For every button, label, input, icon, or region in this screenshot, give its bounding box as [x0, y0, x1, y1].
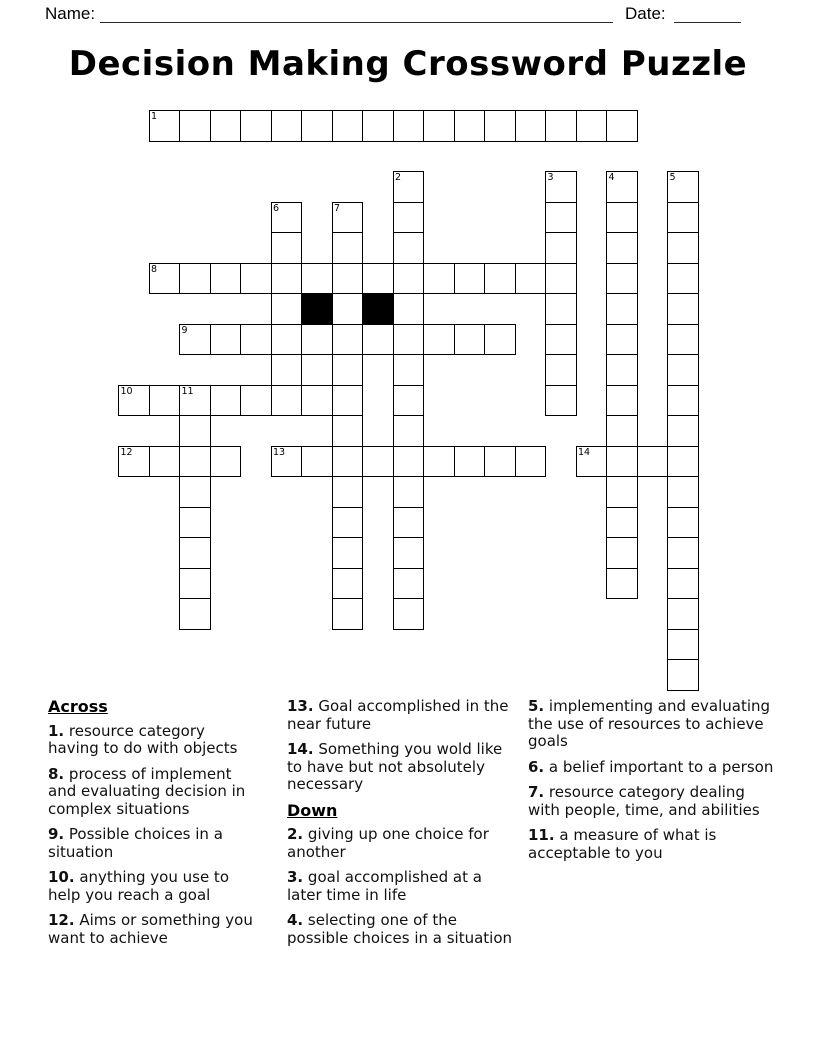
grid-cell[interactable]	[240, 324, 272, 356]
grid-cell[interactable]	[179, 598, 211, 630]
grid-cell[interactable]	[332, 537, 364, 569]
grid-cell[interactable]	[667, 354, 699, 386]
clue-section-heading: Across	[48, 697, 108, 716]
grid-cell[interactable]	[637, 446, 669, 478]
grid-cell[interactable]	[179, 385, 211, 417]
grid-cell[interactable]	[393, 476, 425, 508]
grid-cell[interactable]	[667, 293, 699, 325]
grid-cell[interactable]	[484, 110, 516, 142]
grid-cell[interactable]	[606, 171, 638, 203]
grid-cell[interactable]	[606, 537, 638, 569]
grid-cell[interactable]	[332, 476, 364, 508]
grid-cell[interactable]	[423, 324, 455, 356]
grid-cell[interactable]	[332, 598, 364, 630]
grid-cell[interactable]	[606, 202, 638, 234]
clue-number: 7.	[528, 783, 545, 801]
grid-cell[interactable]	[271, 324, 303, 356]
clue-text: process of implement and evaluating decision in complex situations	[48, 764, 246, 818]
clue-section-heading: Down	[287, 800, 338, 820]
grid-cell[interactable]	[606, 476, 638, 508]
grid-cell[interactable]	[332, 263, 364, 295]
clue-number: 11.	[528, 826, 555, 844]
grid-cell[interactable]	[515, 446, 547, 478]
clue-number: 9.	[48, 825, 65, 843]
cell-number: 13	[273, 446, 286, 458]
grid-cell[interactable]	[484, 446, 516, 478]
clue-number: 6.	[528, 757, 545, 776]
grid-cell[interactable]	[606, 385, 638, 417]
clue-number: 8.	[48, 764, 65, 783]
clue-text: Goal accomplished in the near future	[287, 697, 509, 733]
grid-cell[interactable]	[149, 385, 181, 417]
grid-cell[interactable]	[332, 415, 364, 447]
grid-cell[interactable]	[667, 415, 699, 447]
grid-cell[interactable]	[393, 415, 425, 447]
clue-item	[48, 869, 260, 904]
grid-cell[interactable]	[393, 354, 425, 386]
clue-item	[48, 766, 260, 819]
grid-cell[interactable]	[149, 263, 181, 295]
clue-item	[48, 912, 260, 947]
clue-number: 4.	[287, 911, 304, 929]
grid-cell[interactable]	[332, 354, 364, 386]
grid-cell[interactable]	[393, 568, 425, 600]
clue-item	[287, 741, 515, 794]
cell-number: 4	[608, 172, 615, 183]
grid-cell[interactable]	[179, 507, 211, 539]
grid-cell[interactable]	[179, 110, 211, 142]
grid-cell[interactable]	[515, 263, 547, 295]
grid-cell[interactable]	[606, 415, 638, 447]
grid-cell[interactable]	[667, 568, 699, 600]
grid-cell[interactable]	[179, 476, 211, 508]
clue-number: 3.	[287, 868, 304, 886]
clue-number: 13.	[287, 697, 314, 715]
grid-cell[interactable]	[301, 110, 333, 142]
grid-cell[interactable]	[118, 385, 150, 417]
black-cell	[301, 293, 333, 325]
grid-cell[interactable]	[667, 537, 699, 569]
grid-cell[interactable]	[667, 324, 699, 356]
grid-cell[interactable]	[179, 263, 211, 295]
grid-cell[interactable]	[271, 263, 303, 295]
grid-cell[interactable]	[332, 293, 364, 325]
page-title: Decision Making Crossword Puzzle	[68, 44, 748, 84]
grid-cell[interactable]	[179, 446, 211, 478]
grid-cell[interactable]	[667, 446, 699, 478]
grid-cell[interactable]	[423, 446, 455, 478]
grid-cell[interactable]	[301, 446, 333, 478]
cell-number: 2	[395, 172, 402, 183]
grid-cell[interactable]	[393, 293, 425, 325]
grid-cell[interactable]	[271, 293, 303, 325]
grid-cell[interactable]	[362, 263, 394, 295]
clue-text: implementing and evaluating the use of resources to achieve goals	[528, 697, 771, 750]
grid-cell[interactable]	[606, 293, 638, 325]
clue-text: Something you wold like to have but not absolutely necessary	[287, 740, 503, 793]
grid-cell[interactable]	[210, 446, 242, 478]
clue-text: goal accomplished at a later time in life	[287, 868, 482, 904]
grid-cell[interactable]	[210, 385, 242, 417]
clue-text: resource category dealing with people, time, and abilities	[528, 783, 760, 819]
grid-cell[interactable]	[667, 385, 699, 417]
black-cell	[362, 293, 394, 325]
grid-cell[interactable]	[454, 446, 486, 478]
clue-number: 1.	[48, 721, 65, 740]
grid-cell[interactable]	[667, 202, 699, 234]
grid-cell[interactable]	[332, 507, 364, 539]
grid-cell[interactable]	[332, 385, 364, 417]
cell-number: 7	[334, 202, 341, 214]
clue-text: selecting one of the possible choices in a situation	[287, 911, 513, 947]
clue-number: 12.	[48, 911, 75, 929]
clue-text: a measure of what is acceptable to you	[528, 826, 717, 862]
grid-cell[interactable]	[576, 110, 608, 142]
grid-cell[interactable]	[667, 507, 699, 539]
grid-cell[interactable]	[545, 354, 577, 386]
grid-cell[interactable]	[301, 385, 333, 417]
grid-cell[interactable]	[149, 446, 181, 478]
grid-cell[interactable]	[667, 171, 699, 203]
grid-cell[interactable]	[393, 263, 425, 295]
grid-cell[interactable]	[118, 446, 150, 478]
grid-cell[interactable]	[667, 598, 699, 630]
grid-cell[interactable]	[606, 446, 638, 478]
grid-cell[interactable]	[454, 324, 486, 356]
grid-cell[interactable]	[545, 171, 577, 203]
grid-cell[interactable]	[393, 598, 425, 630]
grid-cell[interactable]	[393, 232, 425, 264]
grid-cell[interactable]	[301, 324, 333, 356]
grid-cell[interactable]	[179, 568, 211, 600]
grid-cell[interactable]	[484, 324, 516, 356]
grid-cell[interactable]	[332, 446, 364, 478]
grid-cell[interactable]	[393, 171, 425, 203]
grid-cell[interactable]	[332, 568, 364, 600]
clue-item	[287, 869, 515, 904]
grid-cell[interactable]	[576, 446, 608, 478]
grid-cell[interactable]	[545, 202, 577, 234]
grid-cell[interactable]	[393, 507, 425, 539]
grid-cell[interactable]	[271, 110, 303, 142]
grid-cell[interactable]	[210, 263, 242, 295]
grid-cell[interactable]	[667, 629, 699, 661]
grid-cell[interactable]	[454, 110, 486, 142]
grid-cell[interactable]	[423, 110, 455, 142]
clue-item	[528, 698, 780, 751]
grid-cell[interactable]	[423, 263, 455, 295]
grid-cell[interactable]	[545, 263, 577, 295]
cell-number: 6	[273, 202, 280, 214]
cell-number: 12	[120, 446, 133, 458]
cell-number: 9	[181, 324, 188, 336]
cell-number: 1	[151, 111, 158, 122]
grid-cell[interactable]	[606, 263, 638, 295]
grid-cell[interactable]	[393, 385, 425, 417]
grid-cell[interactable]	[484, 263, 516, 295]
clue-text: giving up one choice for another	[287, 825, 489, 861]
grid-cell[interactable]	[667, 232, 699, 264]
grid-cell[interactable]	[362, 324, 394, 356]
grid-cell[interactable]	[271, 232, 303, 264]
clue-text: a belief important to a person	[548, 757, 774, 776]
grid-cell[interactable]	[271, 385, 303, 417]
cell-number: 3	[547, 172, 554, 183]
grid-cell[interactable]	[362, 110, 394, 142]
grid-cell[interactable]	[332, 324, 364, 356]
grid-cell[interactable]	[179, 415, 211, 447]
clue-number: 10.	[48, 868, 75, 886]
grid-cell[interactable]	[393, 202, 425, 234]
name-label: Name:	[45, 4, 96, 23]
grid-cell[interactable]	[179, 537, 211, 569]
grid-cell[interactable]	[210, 110, 242, 142]
grid-cell[interactable]	[301, 263, 333, 295]
cell-number: 10	[120, 385, 133, 397]
cell-number: 14	[578, 446, 591, 458]
clue-column-across	[48, 698, 260, 955]
clue-text: Possible choices in a situation	[48, 825, 223, 861]
grid-cell[interactable]	[515, 110, 547, 142]
clue-item	[48, 826, 260, 861]
grid-cell[interactable]	[393, 324, 425, 356]
grid-cell[interactable]	[606, 354, 638, 386]
clue-number: 14.	[287, 740, 314, 758]
grid-cell[interactable]	[332, 110, 364, 142]
clue-item	[48, 723, 260, 758]
clue-item	[528, 784, 780, 819]
grid-cell[interactable]	[545, 324, 577, 356]
grid-cell[interactable]	[240, 263, 272, 295]
clue-text: Aims or something you want to achieve	[48, 911, 253, 947]
grid-cell[interactable]	[545, 293, 577, 325]
clue-item	[287, 912, 515, 947]
grid-cell[interactable]	[606, 568, 638, 600]
grid-cell[interactable]	[667, 659, 699, 691]
cell-number: 8	[151, 263, 158, 275]
grid-cell[interactable]	[393, 446, 425, 478]
clue-item	[528, 759, 780, 777]
clue-text: resource category having to do with objects	[48, 721, 238, 757]
grid-cell[interactable]	[271, 446, 303, 478]
grid-cell[interactable]	[332, 232, 364, 264]
grid-cell[interactable]	[606, 507, 638, 539]
clue-number: 2.	[287, 825, 304, 843]
clue-column-middle	[287, 698, 515, 955]
grid-cell[interactable]	[149, 110, 181, 142]
grid-cell[interactable]	[454, 263, 486, 295]
grid-cell[interactable]	[606, 232, 638, 264]
grid-cell[interactable]	[545, 110, 577, 142]
grid-cell[interactable]	[667, 263, 699, 295]
grid-cell[interactable]	[393, 537, 425, 569]
grid-cell[interactable]	[667, 476, 699, 508]
cell-number: 11	[181, 385, 194, 397]
cell-number: 5	[669, 172, 676, 183]
grid-cell[interactable]	[240, 385, 272, 417]
clue-column-down	[528, 698, 780, 870]
grid-cell[interactable]	[271, 354, 303, 386]
clue-number: 5.	[528, 697, 545, 715]
grid-cell[interactable]	[362, 446, 394, 478]
grid-cell[interactable]	[606, 110, 638, 142]
clue-item	[287, 698, 515, 733]
grid-cell[interactable]	[545, 385, 577, 417]
clue-item	[287, 826, 515, 861]
grid-cell[interactable]	[606, 324, 638, 356]
grid-cell[interactable]	[179, 324, 211, 356]
grid-cell[interactable]	[240, 110, 272, 142]
grid-cell[interactable]	[210, 324, 242, 356]
grid-cell[interactable]	[332, 202, 364, 234]
grid-cell[interactable]	[271, 202, 303, 234]
grid-cell[interactable]	[545, 232, 577, 264]
clue-item	[528, 827, 780, 862]
clue-text: anything you use to help you reach a goal	[48, 868, 229, 904]
date-label: Date:	[625, 4, 666, 23]
grid-cell[interactable]	[393, 110, 425, 142]
